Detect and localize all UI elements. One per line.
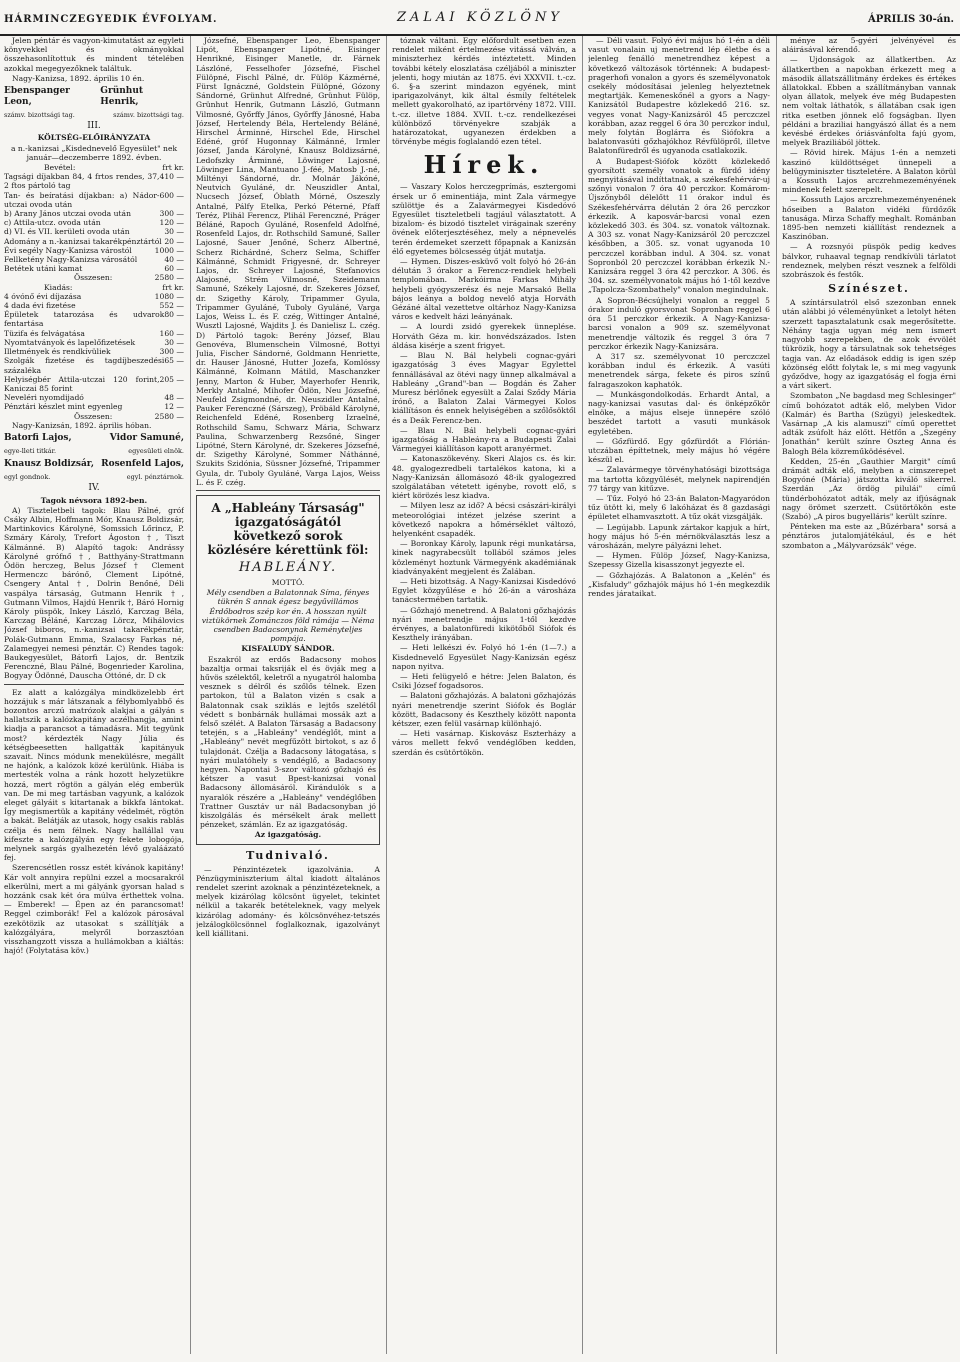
- column-rule: [190, 36, 191, 1354]
- news-item: A Sopron-Bécsújhelyi vonalon a reggel 5 órakor induló gyorsvonat Sopronban reggel 6 óra 51 perczkor érkezik. A Nagy-Kanizsa-barcsi vonalon a 909 sz. személyvonat menetrendje változik és reggel 3 óra 7 perczkor érkezik Nagy-Kanizsára.: [588, 295, 770, 351]
- feuilleton-end: Szerencsétlen rossz estét kívánok kapitány! Kár volt annyira repülni ezzel a mocsarakról elkerülni, mert a mi gályánk gyorsan halad s hozzánk csak két óra múlva érthettek volna. — Emberek! — Épen az én parancsomat! Reggel czimborák! Fel a kalózok párosával ezekötözik az utasokat s szállítják a kalózgályára, melyről borzasztóan visszhangzott vissza a hullámokban a kiáltás: hajó! (Folytatása köv.): [4, 863, 184, 956]
- budget-row: Épületek tatarozása és udvarok fentartása 80 —: [4, 310, 184, 329]
- news-item: — Heti felügyelő e hétre: Jelen Balaton, és Csiki József fogadsoros.: [392, 672, 576, 691]
- ad-name: HABLEÁNY.: [238, 559, 338, 575]
- signer-title: számv. bizottsági tag.: [4, 111, 75, 120]
- budget-row: Betétek utáni kamat 60 —: [4, 264, 184, 274]
- divider: [4, 684, 184, 685]
- budget-row: Helyiségbér Attila-utczai 120 forint, Kaniczai 85 forint 205 —: [4, 374, 184, 393]
- column-1: [4, 36, 184, 1354]
- news-item: — Munkásgondolkodás. Erhardt Antal, a nagy-kanizsai vasutas dal- és önképzőkör elnöke, a május elseje ünnepére szóló beszédet tartott a vasuti munkások egyletében.: [588, 389, 770, 436]
- income-total: Összesen: 2580 —: [74, 273, 184, 283]
- signer-title-row: [4, 111, 184, 120]
- news-item: — Tűz. Folyó hó 23-án Balaton-Magyaródon tűz ütött ki, mely 6 lakóházat és 8 gazdasági épületet elhamvasztott. A tűz okát vizsgálják.: [588, 493, 770, 522]
- budget-row: b) Arany János utczai ovoda után 300 —: [4, 209, 184, 219]
- expense-list: [4, 292, 184, 412]
- budget-row: c) Attila-utcz. ovoda után 120 —: [4, 218, 184, 228]
- section-heading: Tudnivaló.: [246, 848, 330, 862]
- news-item: — Hymen. Fülöp József, Nagy-Kanizsa, Szepessy Gizella kisasszonyt jegyezte el.: [588, 551, 770, 570]
- ad-body: Eszakról az erdős Badacsony mohos bazaltja ormai taksriják el és övják meg a hűvös szélektől, keletről a nyugatról halomba vesznek s délről és szőlős télnek. Ezen partokon, túl a Balaton vizén s csak a Balatonnak csak sziklás e lejtős szelétől védett s bonbárnák hullámai mossák azt a felső szélét. A Balaton Társaság a Badacsony tetején, s a „Hableány" vendéglőt, mint a „Hableány" nevét megfűzött birtokot, s az ő tulajdonát. Czélja a Badacsony látogatása, s nyári mulatóhely s vendéglő, a Badacsony hegyen. Napontai 3-szor változó gőzhajó és kétszer a vasut Bpest-kanizsai vonal Badacsony állomásáról. Kirándulók s a nyaralók részére a „Hableány" vendéglőben Trattner Gusztáv ur nál Badacsonyban jó kiszolgálás és mérsékelt árak mellett pénzeket, számlán. Ez az igazgatóság.: [200, 654, 376, 830]
- news-item: — Milyen lesz az idő? A bécsi császári-királyi meteorológiai intézet jelzése szerint a következő napokra a hőmérséklet változó, helyenként csapadék.: [392, 501, 576, 538]
- ad-title: A „Hableány Társaság" igazgatóságától következő sorok közlésére kérettünk föl:: [207, 500, 369, 557]
- motto-verse: Mély csendben a Balatonnak Síma, fényes tükrén S annak égesz begyűvillámos Érdőbodros szép kor én. A hosszan nyúlt viztükörnek Zománczos föld rámája — Néma csendben Badacsonynak Reményteljes pompája.: [201, 588, 375, 644]
- column-5: [782, 36, 956, 1354]
- budget-title: KÖLTSÉG-ELŐIRÁNYZATA: [37, 133, 151, 143]
- volume-label: HÁRMINCZEGYEDIK ÉVFOLYAM.: [4, 14, 218, 25]
- news-item: — Heti vasárnap. Kiskovász Eszterházy a város mellett fekvő vendéglőben kedden, szerdán és csütörtökön.: [392, 729, 576, 757]
- signature-row: [4, 86, 184, 108]
- budget-row: Illetmények és rendkívüliek 300 —: [4, 347, 184, 357]
- masthead: [0, 4, 960, 36]
- column-rule: [776, 36, 777, 1354]
- news-item: — Gőzfürdő. Egy gőzfürdőt a Flórián-utczában építtetnek, mely május hó végére készül el.: [588, 436, 770, 465]
- news-item: — A lourdi zsidó gyerekek ünneplése. Horváth Géza m. kir. honvédszázados. Isten áldása kisérje a szent frigyet.: [392, 322, 576, 350]
- budget-row: 4 dada évi fizetése 552 —: [4, 301, 184, 311]
- issue-date: ÁPRILIS 30-án.: [868, 14, 954, 25]
- column-rule: [582, 36, 583, 1354]
- divider: [196, 490, 380, 491]
- budget-row: Tagsági díjakban 84, 4 frtos rendes, 37, 2 ftos pártoló tag 410 —: [4, 172, 184, 191]
- audit-date: Nagy-Kanizsa, 1892. április 10 én.: [12, 73, 145, 83]
- news-item: — Kossuth Lajos arczrehmezeményenének hőseiben a Balaton vidéki fürdőzők tanusága. Mirza Schaffy meghalt. Románban 1895-ben nemzeti kiállítást rendeznek a Kaszinóban.: [782, 195, 956, 242]
- theatre-review: Kedden, 25-én „Gauthier Margit" című drámát adták elő, melyben a cimszerepet Bogyóné (Mária) játszotta kiváló sikerrel. Szerdán „Az ördög pilulái" című tündérbohózatot adták, mely az ifjúságnak nagy örömet szerzett. Csütörtökön este (Szabó) „A piros bugyelláris" került színre.: [782, 456, 956, 521]
- news-heading: Hírek.: [423, 150, 545, 180]
- budget-row: Pénztári készlet mint egyenleg 12 —: [4, 402, 184, 412]
- signer-title-row: egyl gondnok. egyl. pénztárnok.: [4, 473, 184, 482]
- article-text: tóznak váltani. Egy előfordult esetben ezen rendelet miként értelmezése vitássá válván, a miniszterhez kérdés intéztetett. Minden további kétely eloszlatása czéljából a miniszter jelenti, hogy miután az 1875. évi XXXVII. t.-cz. 6. §-a szerint mindazon egyének, mint iparigazolványt, kik által ésmily feltételek mellett gyakorolható, az ipartörvény 1872. VIII. t.-cz. illetve 1884. XVII. t.-cz. rendelkezései különböző törvényekre szabják a határozatokat, ugyanezen érdekben a törvénybe mégis foglalandó ezen tétel.: [392, 36, 576, 147]
- theatre-review: A színtársulatról első szezonban ennek után alábbi jó véleményünket a letolyt héten szerzett tapasztalatunk csak megerősítette. Néhány tagja ugyan még nem ismert nagyobb szerepekben, de azok évvölét tükrözik, hogy a társulatnak sok tehetséges tagja van. Az előadások eddig is igen szép közönség előtt folytak le, s mi meg vagyunk győződve, hogy az igazgatóság el fogja érni a várt sikert.: [782, 298, 956, 391]
- news-item: — Ujdonságok az állatkertben. Az állatkertben a napokban érkezett meg a második állatszállitmány érdekes és értékes állatokkal. Ebben a szállítmányban vannak olyan állatok, melyek éve még Budapesten nem voltak láthatók, s állatában csak igen ritka esetben jönnek elő fogságban. Ilyen példáni a braziliai hangyászó állat és a nem kevésbé érdekes óriásvánfolta fajú gyom, melyek Braziliából jöttek.: [782, 55, 956, 148]
- news-item: — Hymen. Diszes-esküvő volt folyó hó 26-án délután 3 órakor a Ferencz-rendiek helybeli templomában. Markóirma Farkas Mihály helybeli gyógyszerész és neje Marsakó Bella bájos leánya a boldog nevelő atyja Horváth Gézáné által vezettetve oltárhoz Nagy-Kanizsa város e kedvelt házi leányának.: [392, 257, 576, 322]
- signature-row: Batorfi Lajos, Vidor Samuné,: [4, 432, 184, 443]
- expense-total: Összesen: 2580 —: [74, 411, 184, 421]
- news-item: — Blau N. Bál helybeli cognac-gyári igazgatóság 3 éves Magyar Egylettel fennállásával az ötévi nagy ünnep alkalmával a Hableány „Grand"-ban — Bogdán és Zaher Muresz bérlőnek egyesült a Zalai Sződy Mária írónő, a Balaton Zalai Vármegyei Kolos kiállításon és ennek helyiségében a szőlősöktől és a Deák Ferencz-ben.: [392, 351, 576, 425]
- column-4: [588, 36, 770, 1354]
- hableany-ad: [196, 495, 380, 845]
- budget-row: Fellketény Nagy-Kanizsa városától 40 —: [4, 255, 184, 265]
- income-list: [4, 172, 184, 273]
- column-2: [196, 36, 380, 1354]
- signer: Ebenspanger Leon,: [4, 86, 70, 108]
- news-item: — Zalavármegye törvényhatósági bizottsága ma tartotta közgyűlését, melynek napirendjén 77 tárgy van kitűzve.: [588, 465, 770, 493]
- budget-subtitle: a n.-kanizsai „Kisdednevelő Egyesület" nek január—deczemberre 1892. évben.: [10, 143, 178, 162]
- column-3: [392, 36, 576, 1354]
- budget-row: Szolgák fizetése és tagdíjbeszedési százaléka 65 —: [4, 356, 184, 375]
- ad-signature: Az igazgatóság.: [254, 830, 322, 840]
- income-header: Bevétel: frt kr.: [44, 163, 184, 173]
- donor-list: Józsefné, Ebenspanger Leo, Ebenspanger Lipót, Ebenspanger Lipótné, Eisinger Henrikné, Eisinger Manetle, dr. Fárnek Lászlóné, Fesselhofer Józsefné, Fischel Fülöpné, Fischl Pálné, dr. Fülöp Kázmérné, Fürst Ignáczné, Goldstein Fülöpné, Gózony Sándorné, Grünhut Alfredné, Grünhut Fülöp, Grünhut Henrik, Gutmann László, Gutmann Vilmosné, Győrffy János, Győrffy Jánosné, Haba József, Hertelendy Béla, Hertelendy Béláné, Hirschel Árminné, Hirschel Ede, Hirschel Edéné, gróf Hugonnay Kálmánné, Irmler József, Janda Károlyné, Knausz Boldizsárné, Ledofszky Árminné, Löwinger Lajosné, Löwinger Lina, Mantuano J.-féé, Matosb J.-né, Miltényi Sándorné, dr. Molnár Jákóné, Neutvich Gyuláné, dr. Neuszidler Antal, Nucsech József, Óblath Mórné, Oszeszly Antalné, Pálfy Etelka, Perkó Péterné, Pfaff Teréz, Plihál Ferencz, Plihál Ferenczné, Práger Béláné, Rapoch Gyuláné, Rosenfeld Adolfné, Rosenfeld Lajos, dr. Rothschild Samuné, Saller Lajosné, Sauer Jenőné, Scherz Albertné, Scherz Richárdné, Scherz Selma, Schiffer Kálmánné, Schmidt Frigyesné, dr. Schreyer Lajos, dr. Schreyer Lajosné, Stefanovics Alajosné, Strém Vilmosné, Szeidemann Samuné, Székely Lajosné, dr. Szekeres József, dr. Szigethy Károly, Tripammer Gyula, Tripammer Gyuláné, Tuboly Gyuláné, Varga Lajos, Weiss L. és F. czég, Wittinger Antalné, Wusztl Lajosné, Wajdits J. és Danielisz L. czég. D) Pártoló tagok: Berény József, Blau Genovéva, Blumenschein Vilmosné, Bottyi Julia, Fischer Sándorné, Goldmann Henriette, dr. Hauser Jánosné, Hutter Jozefa, Komlóssy Kálmánné, Kolmann Mátild, Maschanzker Jenny, Marton & Huber, Mayerhofer Henrik, Merkly Antalné, Mihofer Ödön, Neu Józsefné, Neufeld Zsigmondné, dr. Neuszidler Antalné, Pauker Ferenczné (Sárszeg), Pröbáld Károlyné, Reichenfeld Edéné, Rosenberg Izraelné, Rothschild Samu, Schwarz Mária, Schwarz Paulina, Schwarzenberg Rezsőné, Singer Lipótné, Stern Károlyné, dr. Szekeres Józsefné, dr. Szigethy Károlyné, Sommer Náthánné, Szukits Szidónia, Süssner Józsefné, Tripammer Gyula, dr. Tuboly Gyuláné, Varga Lajos, Weiss L. és F. czég.: [196, 36, 380, 487]
- feuilleton-text: Ez alatt a kalózgálya mindközelebb ért hozzájuk s már látszanak a félybomlyabbő és bozontos arczú matrózok alakjai a gályán s hallatszik a kalózkapitány aczélhangja, amint kiadja a parancsot a támadásra. Mit tegyünk most? kérdezték Nagy Júlia és kétségbeesetten hallgatták kapitányuk szavait. Nincs módunk menekülésre, megállt ne hajónk, a kalózok közé kerülünk. Hiába is mertesték volna a ránk hozott helyzetükre hozzá, mert rögtön a gályán elég emberük van. De mi meg tartásban vagyunk, a kalózok eleget gályáit s kitartanak a bikkfa lántokat. Így megismertük a kapitány védelmét, rögtön a bakát. Belátják az utasok, hogy csakis rablás czélja és nem félnek. Nagy hallállal vau kifeszte a kalózgályán egy fekete lobogója, melynek sargás gyalhezetén lévő gyaláázató fej.: [4, 687, 184, 863]
- news-item: — Boronkay Károly, lapunk régi munkatársa, kinek nagyrabecsült tollából számos jeles közleményt hoztunk Vármegyénk akadémiának kiadványaként megjelent és Zalában.: [392, 539, 576, 576]
- members-list: A) Tiszteletbeli tagok: Blau Pálné, gróf Csáky Albin, Hoffmann Mór, Knausz Boldizsár, Martinkovics Károlyné, Somssich Lőrincz, P. Szmáry Károly, Trefort Ágoston †, Tiszt Kálmánné. B) Alapító tagok: Andrássy Károlyné grófnő †, Batthyány-Strattmann Ödön herczeg, Belus József † Clement Hermenczc bárónő, Clement Lipótné, Csengery Antal †, Dolrin Benőné, Déli vaspálya társaság, Gutmann Henrik †, Gutmann Vilmos, Hajdú Henrik †, Báró Hornig Károly püspök, Inkey László, Karczag Béla, Karczag Béláné, Karczag Lörcz, Mihálovics József biboros, n.-kanizsai takarékpénztár, Polák-Gutmann Emma, Szalacsy Farkas né, Zalamegyei nemesi pénztár. C) Rendes tagok: Baukegyesület, Bátorfi Lajos, dr. Bentzik Ferenczné, Blau Pálné, Bogenrieder Karolina, Bogyay Ödönné, Dauscha Ottóné, dr. D ck: [4, 505, 184, 681]
- budget-row: Évi segély Nagy-Kanizsa várostól 1000 —: [4, 245, 184, 255]
- signer: Grünhut Henrik,: [100, 86, 144, 108]
- news-item: — Legújabb. Lapunk zártakor kapjuk a hírt, hogy május hó 5-én mérnökválasztás lesz a városházán, melyre pályázni lehet.: [588, 522, 770, 550]
- theatre-review: Pénteken ma este az „Bűzérbara" sorsá a pénztáros jutalomjátékául, és e hét szombaton a „Mályvarózsák" vége.: [782, 522, 956, 550]
- motto-label: MOTTÓ.: [271, 577, 305, 587]
- news-item: ménye az 5-gyéri jelvényével és aláirásával kérendő.: [782, 36, 956, 55]
- news-item: — Déli vasut. Folyó évi május hó 1-én a déli vasut vonalain uj menetrend lép életbe és a jelenleg fenálló menetrendhez képest a következő változások történnek: A budapest-pragerhofi vonalon a gyors és személyvonatok csekély módosításai jelenleg helyeztetnek megtartják. Kemeneskőnél a gyors a Nagy-Kanizsától Budapestre közlekedő 216. sz. vegyes vonat Nagy-Kanizsáról 45 perczczel korábban, azaz reggel 6 óra 30 perczkor indul, mely folytán Boglárra és Siófokra a balatonvasúti gőzhajókhoz Révfülöpről, illetve Balatonfüredről és ugyanoda csatlakozik.: [588, 36, 770, 156]
- article-text: — Pénzintézetek igazolvánia. A Pénzügyminiszterium által kiadott általános rendelet szerint azoknak a pénzintézeteknek, a melyek kizárólag kölcsönt ügyelet, tekintet nélkül a takarék betételeknek, vagy melyek kizárólag adomány- és kölcsönvéhez-tetszés jelzálogkölcsönnel foglalkoznak, igazolványt kell kiállitani.: [196, 864, 380, 939]
- column-rule: [386, 36, 387, 1354]
- news-item: — Vaszary Kolos herczegprímás, esztergomi érsek ur ő eminentiája, mint Zala vármegye szülöttje és a Zalavármegyei Kisdedóvó Egyesület tiszteletbeli tagjául választatott. A bizalom- és bizodó tisztelet virágainak szerény övének előterjesztéséhez, mely a népnevelés terén érdemeket szerzett főpapnak a Kanizsán élő egyetemes bölcsesség útját mutatja.: [392, 182, 576, 256]
- section-number: III.: [87, 121, 101, 132]
- audit-statement: Jelen péntár és vagyon-kimutatást az egyleti könyvekkel és okmányokkal összehasonlítottuk és mindent tételében azokkal megegyezőknek találtuk.: [4, 36, 184, 73]
- budget-row: Nyomtatványok és lapelőfizetések 30 —: [4, 337, 184, 347]
- budget-row: Adomány a n.-kanizsai takarékpénztártól 20 —: [4, 236, 184, 246]
- signature-row: Knausz Boldizsár, Rosenfeld Lajos,: [4, 459, 184, 470]
- budget-row: Tan- és beíratási díjakban: a) Nádor-utczai ovoda után 600 —: [4, 190, 184, 209]
- signer-title-row: egye-lleti titkár. egyesületi elnök.: [4, 446, 184, 455]
- budget-row: Tüzifa és felvágatása 160 —: [4, 328, 184, 338]
- signer-title: számv. bizottsági tag.: [113, 111, 184, 120]
- news-item: — Katonaszökevény. Skeri Alajos cs. és kir. 48. gyalogezredbeli tartalékos katona, ki a Nagy-Kanizsán állomásozó 48-ik gyalogezred szolgálatában vétetett igénybe, rovott elő, s kiért körözés lesz kiadva.: [392, 454, 576, 501]
- budget-row: d) VI. és VII. kerületi ovoda után 30 —: [4, 227, 184, 237]
- news-item: — Heti lelkészi év. Folyó hó 1-én (1—7.) a Kisdednevelő Egyesület Nagy-Kanizsán egész napon nyitva.: [392, 643, 576, 671]
- news-item: — Blau N. Bál helybeli cognac-gyári igazgatóság a Hableány-ra a Budapesti Zalai Vármegyei kiállításon kapott aranyérmet.: [392, 425, 576, 454]
- news-item: A 317 sz. személyvonat 10 perczczel korábban indul és érkezik. A vasúti menetrendek sárga, fekete és piros színű falragaszokon kaphatók.: [588, 351, 770, 389]
- motto-author: KISFALUDY SÁNDOR.: [241, 644, 335, 654]
- budget-row: Neveléri nyomdijadó 48 —: [4, 393, 184, 403]
- newspaper-title: ZALAI KÖZLÖNY: [396, 10, 563, 25]
- members-title: Tagok névsora 1892-ben.: [40, 495, 148, 505]
- news-item: — Rövid hirek. Május 1-én a nemzeti kaszinó küldöttséget ünnepeli a belügyminiszter tiszteletére. A Balaton körül a Kossuth Lajos arczrehmezeményének mindenek felett szerepelt.: [782, 148, 956, 195]
- news-item: — Gőzhajózás. A Balatonon a „Kelén" és „Kisfaludy" gőzhajók május hó 1-én megkezdik rendes járataikat.: [588, 570, 770, 598]
- section-number: IV.: [88, 483, 100, 494]
- news-item: — Gőzhajó menetrend. A Balatoni gőzhajózás nyári menetrendje május 1-től kezdve érvényes, a balatonfüredi kikötőből Siófok és Keszthely irányában.: [392, 605, 576, 643]
- budget-row: 4 óvónő évi díjazása 1080 —: [4, 291, 184, 301]
- news-item: — A rozsnyói püspök pedig kedves bálvkor, ruhaaval tegnap rendkívüli tárlatot rendeznek, melyben részt vesznek a felföldi szobrászok és festők.: [782, 242, 956, 280]
- theatre-review: Szombaton „Ne bagdasd meg Schlesinger" című bohózatot adták elő, melyben Vidor (Kalmár) és Bartha (Szügyi) jeleskedtek. Vasárnap „A kis alamuszi" című operettet adták zsúfolt ház előtt. Hétfőn a „Szegény Jonathán" került színre Oszteg Anna és Balogh Béla közreműködésével.: [782, 391, 956, 456]
- news-item: — Balatoni gőzhajózás. A balatoni gőzhajózás nyári menetrendje szerint Siófok és Boglár között, Badacsony és Keszthely között naponta kétszer, ezen felül vasárnap különhajó.: [392, 691, 576, 729]
- news-item: A Budapest-Siófok között közlekedő gyorsított személy vonatok a fürdő idény megnyitásával indíttatnak, a székesfehérvár-uj szőnyi vonalon 7 óra 40 perczkor. Komárom-Újszőnyből délelőtt 11 órakor indul és Székesfehérvárra délután 2 óra 26 perczkor érkezik. A kaposvár-barcsi vonal ezen közlekedő 303. és 304. sz. vonatok változnak. A 303 sz. vonat Nagy-Kanizsáról 20 perczczel későbben, a 305. sz. vonat ugyanoda 10 perczczel korábban indul. A 304. sz. vonat Sopronból 20 perczczel korábban érkezik N.-Kanizsára reggel 3 óra 42 perczkor. A 306. és 304. sz. személyvonatok május hó 1-től kezdve „Tapolcza-Szombathely" vonalon megindulnak.: [588, 156, 770, 295]
- budget-date: Nagy-Kanizsán, 1892. április hóban.: [12, 420, 152, 430]
- theatre-heading: Színészet.: [828, 282, 910, 296]
- expense-header: Kiadás: frt kr.: [44, 282, 184, 292]
- news-item: — Heti bizottság. A Nagy-Kanizsai Kisdedóvó Egylet közgyűlése e hó 26-án a városháza tanácstermében tartatik.: [392, 576, 576, 605]
